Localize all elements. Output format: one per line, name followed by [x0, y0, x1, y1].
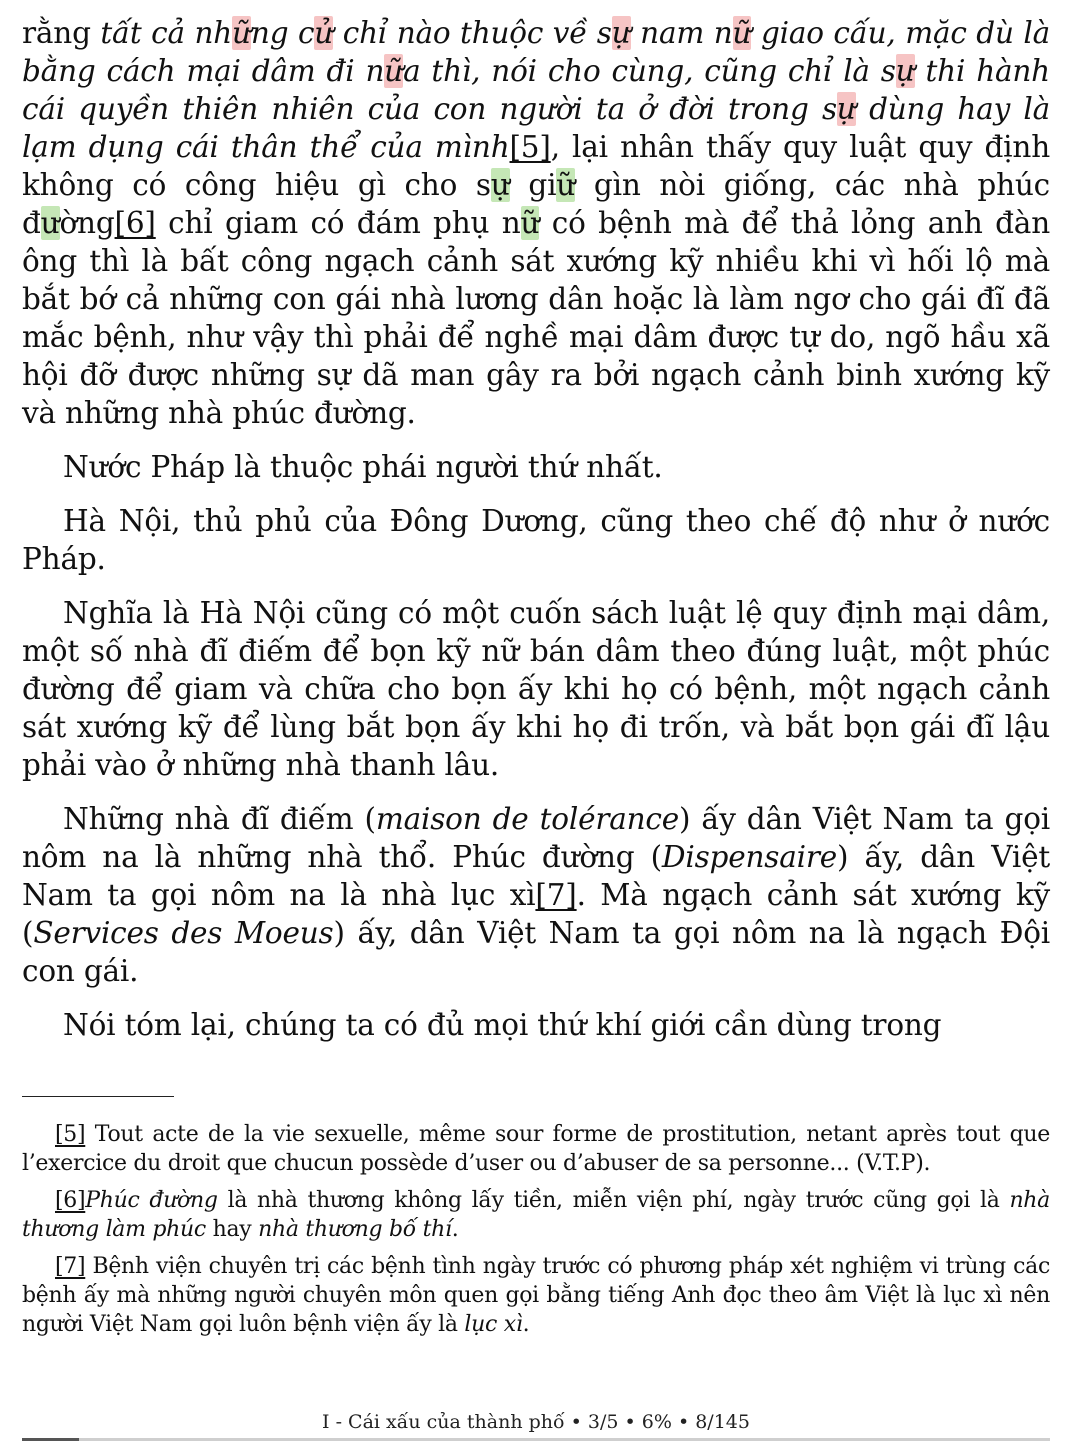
ocr-error-highlight[interactable]: ữ: [384, 54, 404, 88]
italic-term: Dispensaire: [661, 840, 838, 874]
footnote-divider: [22, 1096, 174, 1097]
text-run: chỉ giam có đám phụ n: [155, 206, 521, 240]
text-run: ờng: [59, 206, 115, 240]
reading-pane: [22, 14, 1050, 1044]
text-run: Những nhà đĩ điếm (: [63, 802, 376, 836]
footnote-text: Bệnh viện chuyên trị các bệnh tình ngày trước có phương pháp xét nghiệm vi trùng các bệnh ấy mà những người chuyên môn quen gọi bằng tiếng Anh đọc theo âm Việt là lục xì nên người Việt Nam gọi luôn bệnh viện ấy là: [22, 1254, 1050, 1337]
reading-status-footer: I - Cái xấu của thành phố • 3/5 • 6% • 8/145: [322, 1411, 750, 1433]
text-run: nam n: [630, 16, 733, 50]
ocr-error-highlight[interactable]: ữ: [232, 16, 251, 50]
italic-term: nhà thương làm phúc: [22, 1188, 1050, 1242]
text-run: s: [475, 168, 491, 202]
paragraph-1: [22, 14, 1050, 432]
text-run: thi hành cái quyền thiên nhiên của con người ta ở đời trong s: [22, 54, 1050, 126]
footnote-text: là nhà thương không lấy tiền, miễn viện phí, ngày trước cũng gọi là: [217, 1188, 1010, 1213]
text-run: dùng hay là lạm dụng cái thân thể của mình: [22, 92, 1050, 164]
footnote-link-5[interactable]: [5]: [509, 130, 551, 164]
paragraph-6: Nói tóm lại, chúng ta có đủ mọi thứ khí giới cần dùng trong: [63, 1008, 942, 1042]
italic-term: maison de tolérance: [375, 802, 680, 836]
reading-progress-fill: [22, 1438, 79, 1441]
footnote-link-6[interactable]: [6]: [114, 206, 156, 240]
text-run: . Mà ngạch cảnh sát xướng kỹ (: [22, 878, 1051, 950]
ocr-error-highlight[interactable]: ự: [895, 54, 915, 88]
ocr-error-highlight[interactable]: ự: [836, 92, 856, 126]
footnote-backlink-7[interactable]: [7]: [55, 1254, 86, 1279]
footnotes: [22, 1120, 1050, 1347]
paragraph-3: Hà Nội, thủ phủ của Đông Dương, cũng theo chế độ như ở nước Pháp.: [22, 504, 1050, 576]
italic-term: Services des Moeus: [33, 916, 334, 950]
footnote-link-7[interactable]: [7]: [535, 878, 577, 912]
text-run: ) ấy dân Việt Nam ta gọi nôm na là những nhà thổ. Phúc đường (: [22, 802, 1050, 874]
text-run: giao cấu, mặc dù là bằng cách mại dâm đi n: [22, 16, 1050, 88]
ocr-error-highlight[interactable]: ữ: [732, 16, 752, 50]
footnote-text: hay: [205, 1217, 259, 1242]
text-run: gìn nòi giống, các nhà phúc: [575, 168, 1050, 202]
ocr-error-highlight[interactable]: ử: [314, 16, 334, 50]
reading-progress-bar[interactable]: [22, 1438, 1050, 1441]
paragraph-5: [22, 800, 1050, 990]
paragraph-2: Nước Pháp là thuộc phái người thứ nhất.: [63, 450, 663, 484]
paragraph-4: Nghĩa là Hà Nội cũng có một cuốn sách luật lệ quy định mại dâm, một số nhà đĩ điếm để bọn kỹ nữ bán dâm theo đúng luật, một phúc đường để giam và chữa cho bọn ấy khi họ có bệnh, một ngạch cảnh sát xướng kỹ để lùng bắt bọn ấy khi họ đi trốn, và bắt bọn gái đĩ lậu phải vào ở những nhà thanh lâu.: [22, 596, 1050, 782]
spelling-highlight[interactable]: ữ: [520, 206, 540, 240]
italic-term: lục xì: [464, 1312, 523, 1337]
text-run: ng c: [250, 16, 315, 50]
footnote-backlink-6[interactable]: [6]: [55, 1188, 86, 1213]
text-run: gi: [509, 168, 557, 202]
text-run: chỉ nào thuộc về s: [333, 16, 612, 50]
footnote-backlink-5[interactable]: [5]: [55, 1122, 86, 1147]
spelling-highlight[interactable]: ư: [40, 206, 60, 240]
text-run: tất cả nh: [100, 16, 233, 50]
footnote-text: .: [451, 1217, 459, 1242]
text-run: ) ấy, dân Việt Nam ta gọi nôm na là nhà lục xì: [22, 840, 1050, 912]
footnote-6: [22, 1186, 1050, 1244]
footnote-7: [22, 1252, 1050, 1339]
spelling-highlight[interactable]: ữ: [556, 168, 576, 202]
footnote-5: [22, 1120, 1050, 1178]
footnote-text: Tout acte de la vie sexuelle, même sour forme de prostitution, netant après tout que l’exercice du droit que chucun possède d’user ou d’abuser de sa personne... (V.T.P).: [22, 1122, 1050, 1176]
text-run: đ: [22, 206, 41, 240]
text-run: ) ấy, dân Việt Nam ta gọi nôm na là ngạch Đội con gái.: [22, 916, 1050, 988]
text-run: , lại nhân thấy quy luật quy định không có công hiệu gì cho: [22, 130, 1050, 202]
spelling-highlight[interactable]: ự: [490, 168, 510, 202]
italic-term: Phúc đường: [85, 1188, 218, 1213]
text-run: rằng: [22, 16, 101, 50]
text-run: có bệnh mà để thả lỏng anh đàn ông thì là bất công ngạch cảnh sát xướng kỹ nhiều khi vì hối lộ mà bắt bớ cả những con gái nhà lương dân hoặc là làm ngơ cho gái đĩ đã mắc bệnh, như vậy thì phải để nghề mại dâm được tự do, ngõ hầu xã hội đỡ được những sự dã man gây ra bởi ngạch cảnh binh xướng kỹ và những nhà phúc đường.: [22, 206, 1050, 430]
italic-term: nhà thương bố thí: [258, 1217, 452, 1242]
footnote-text: .: [522, 1312, 530, 1337]
ocr-error-highlight[interactable]: ự: [611, 16, 631, 50]
text-run: a thì, nói cho cùng, cũng chỉ là s: [403, 54, 896, 88]
